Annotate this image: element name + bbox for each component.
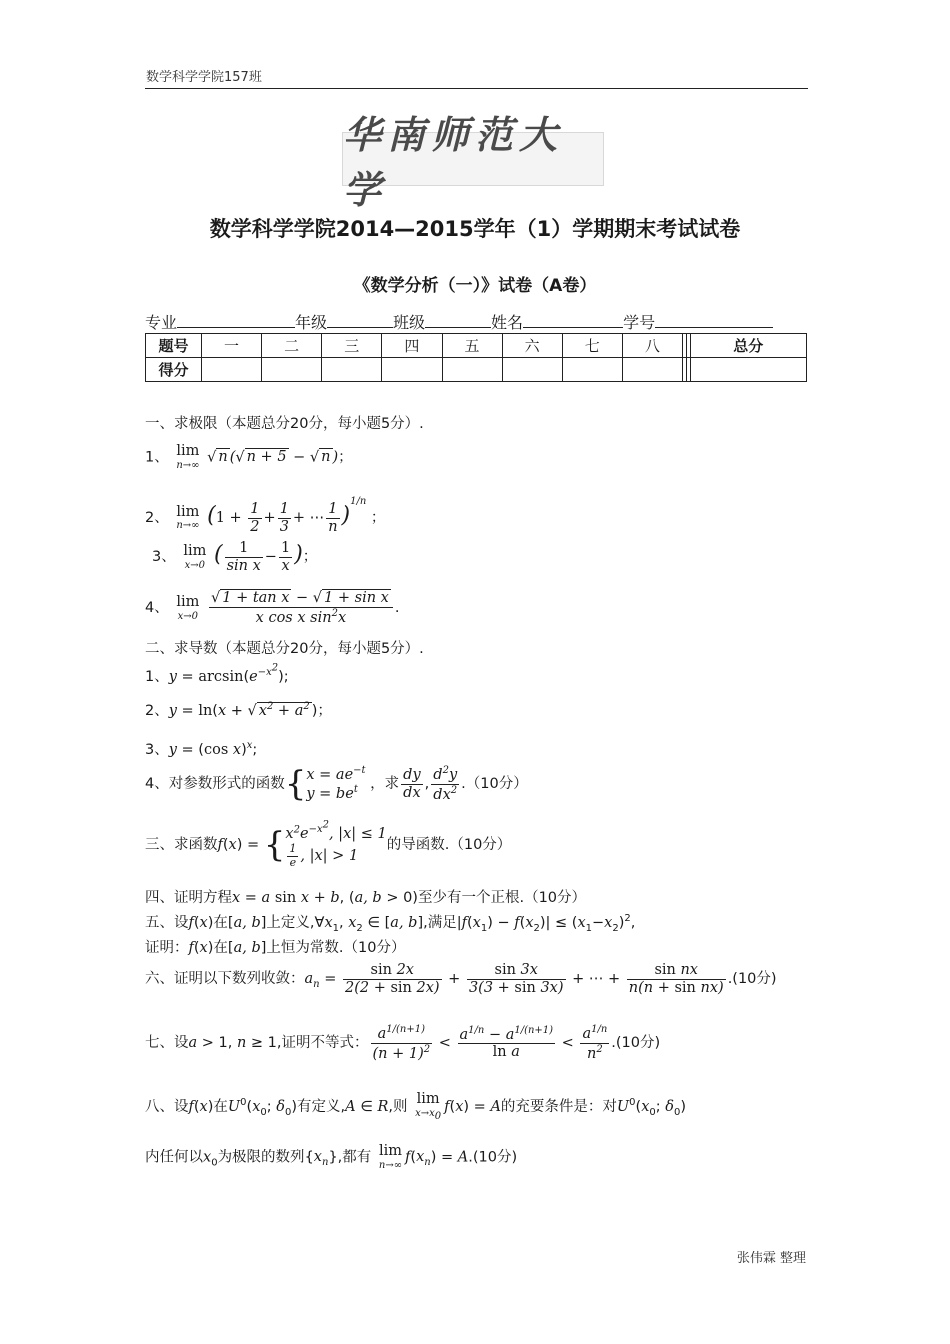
section-2-question-2: 2、y = ln(x + √ $x^2 + a^2$ )； (145, 701, 332, 719)
question-number: 2、 (145, 510, 169, 526)
score-cell[interactable] (442, 358, 502, 382)
score-header-cell: 七 (562, 334, 622, 358)
header-text: 数学科学学院157班 (146, 70, 262, 85)
score-cell[interactable] (502, 358, 562, 382)
limit-operator: lim x→0 (176, 593, 200, 622)
score-header-cell: 三 (322, 334, 382, 358)
score-table-header-row (146, 334, 807, 358)
score-header-cell: 总分 (690, 334, 807, 358)
limit-operator: lim n→∞ (176, 503, 200, 532)
question-text: 在 (213, 1098, 228, 1115)
student-info-fields (145, 310, 808, 333)
field-class-label: 班级 (393, 313, 426, 332)
question-text: ,都有 (337, 1149, 372, 1166)
score-note: （10分） (465, 776, 528, 792)
score-cell[interactable] (322, 358, 382, 382)
section-2-question-3: 3、y = (cos x)$^x$; (145, 740, 258, 758)
score-header-cell: 题号 (146, 334, 202, 358)
question-number: 4、 (145, 600, 169, 617)
limit-operator: lim n→∞ (378, 1143, 403, 1171)
field-grade-blank[interactable] (327, 311, 393, 328)
question-text: 六、证明以下数列收敛： (145, 971, 305, 988)
section-5-line-1: 五、设f(x)在[a, b]上定义$,\forall x_1$, $x_2$ ∈ [a, b],满足$|f(x_1) - f(x_2)| \le (x_1-x_2)^2$, (145, 913, 636, 934)
question-text: 四、证明方程 (145, 890, 232, 906)
section-8-line-1: 八、设f(x)在$U^0(x_0$; $\delta_0$)有定义,A ∈ R,则 lim $x\to x_0$ f(x) = A的充要条件是：对$U^0(x_0$; $\delta_0$) (145, 1091, 687, 1122)
question-number: 2、 (145, 703, 169, 719)
section-6: 六、证明以下数列收敛：$a_n$ = $\frac{\sin 2x}{2(2 + \sin 2x)}$ + $\frac{\sin 3x}{3(3 + \sin 3x)}$ + ⋯ + $\frac{\text{sin nx}}{\text{n(n + sin nx)}}$ .(10分) (145, 962, 777, 996)
section-1-question-4: 4、 lim x→0 $\frac{\text{√ 1 + tan x − √ 1 + sin x}}{x \cos x \sin^2x}$ . (145, 590, 400, 626)
section-1-question-3: 3、 lim x→0 ( $\frac{1}{\text{sin x}}$ − $\frac{1}{x}$ )； (152, 540, 318, 574)
field-major-blank[interactable] (177, 311, 295, 328)
section-1-question-1: 1、 lim n→∞ √ n (√ n + 5 − √ n )； (145, 443, 353, 471)
question-number: 3、 (145, 742, 169, 758)
logo-calligraphy: 华南师范大学 (343, 112, 564, 212)
score-header-cell: 二 (262, 334, 322, 358)
field-name-blank[interactable] (523, 311, 623, 328)
question-text: 上定义, (266, 915, 315, 931)
section-3: 三、求函数f(x) = { $x^2e^{-x^2}$, |x| ≤ 1 $\frac{1}{e}$ , |x| > 1 的导函数.（10分） (145, 820, 512, 869)
question-text: 上恒为常数.（10分） (266, 940, 406, 956)
score-cell[interactable] (202, 358, 262, 382)
field-id-label: 学号 (623, 313, 656, 332)
question-text: 七、设 (145, 1035, 189, 1051)
section-2-heading: 二、求导数（本题总分20分，每小题5分）. (145, 641, 424, 657)
section-2-question-4: 4、对参数形式的函数{ $x = ae^{-t}$ $y = be^t$ ，求 $\frac{dy}{dx}$ , $\frac{d^2y}{dx^2}$ .（10分） (145, 764, 528, 804)
header-divider (145, 88, 808, 89)
question-text: 为极限的数列 (217, 1149, 305, 1166)
field-major-label: 专业 (145, 313, 178, 332)
score-cell[interactable] (262, 358, 322, 382)
field-id-blank[interactable] (655, 311, 773, 328)
question-text: 则 (393, 1098, 408, 1115)
university-logo (342, 112, 604, 212)
section-1-question-2: 2、 lim n→∞ (1 + $\frac{1}{2}$ + $\frac{1}{3}$ + ⋯ $\frac{1}{n}$ )$^{1/n}$ ； (145, 496, 386, 535)
question-number: 1、 (145, 449, 169, 466)
score-header-cell: 一 (202, 334, 262, 358)
question-text: ，求 (370, 776, 400, 792)
section-7: 七、设a > 1, n ≥ 1,证明不等式： $\frac{a^{1/(n+1)}}{(n + 1)^2}$ < $\frac{a^{1/n} - a^{1/(n+1)}}{\text{ln a}}$ < $\frac{a^{1/n}}{n^2}$ .(10分) (145, 1024, 661, 1062)
score-header-cell: 四 (382, 334, 442, 358)
exam-title: 数学科学学院2014—2015学年（1）学期期末考试试卷 (209, 217, 741, 241)
score-header-cell: 五 (442, 334, 502, 358)
question-text: 内任何以 (145, 1149, 203, 1166)
question-text: 在 (213, 940, 228, 956)
section-5-line-2: 证明：f(x)在[a, b]上恒为常数.（10分） (145, 940, 406, 956)
score-header-cell: 六 (502, 334, 562, 358)
score-note: .(10分) (468, 1149, 518, 1166)
section-2-question-1: 1、$y = \arcsin(e^{-x^2})$; (145, 663, 289, 686)
score-row-label: 得分 (146, 358, 202, 382)
question-text: 三、求函数 (145, 836, 218, 853)
question-number: 1、 (145, 669, 169, 686)
limit-operator: lim n→∞ (176, 443, 200, 471)
exam-subtitle: 《数学分析（一）》试卷（A卷） (353, 276, 597, 296)
question-text: 至少有一个正根.（10分） (417, 890, 587, 906)
score-header-cell: 八 (622, 334, 682, 358)
question-text: 证明： (145, 940, 189, 956)
question-text: 的导函数.（10分） (386, 836, 512, 853)
field-name-label: 姓名 (491, 313, 524, 332)
limit-operator: lim $x\to x_0$ (415, 1091, 442, 1122)
question-text: 证明不等式： (281, 1035, 369, 1051)
limit-operator: lim x→0 (183, 542, 207, 571)
question-text: 有定义, (297, 1098, 346, 1115)
score-note: .(10分) (727, 971, 777, 988)
score-cell[interactable] (622, 358, 682, 382)
section-1-heading: 一、求极限（本题总分20分，每小题5分）. (145, 416, 424, 432)
question-text: 在 (213, 915, 228, 931)
question-text: 的充要条件是：对 (500, 1098, 617, 1115)
footer-credit: 张伟霖 整理 (736, 1251, 806, 1266)
section-4: 四、证明方程x = a sin x + b, (a, b > 0)至少有一个正根.（10分） (145, 890, 587, 906)
score-cell[interactable] (690, 358, 807, 382)
section-8-line-2: 内任何以$x_0$为极限的数列$\{x_n\}$,都有 lim n→∞ $f(x_n) = A.(10$分) (145, 1143, 518, 1171)
question-text: 八、设 (145, 1098, 189, 1115)
score-table (145, 333, 807, 382)
score-note: .(10分) (611, 1035, 661, 1051)
field-grade-label: 年级 (295, 313, 328, 332)
question-text: 五、设 (145, 915, 189, 931)
field-class-blank[interactable] (425, 311, 491, 328)
question-number: 3、 (152, 549, 176, 566)
score-cell[interactable] (382, 358, 442, 382)
score-table-score-row (146, 358, 807, 382)
score-cell[interactable] (562, 358, 622, 382)
question-text: ,满足 (423, 915, 457, 931)
question-text: 4、对参数形式的函数 (145, 776, 285, 792)
